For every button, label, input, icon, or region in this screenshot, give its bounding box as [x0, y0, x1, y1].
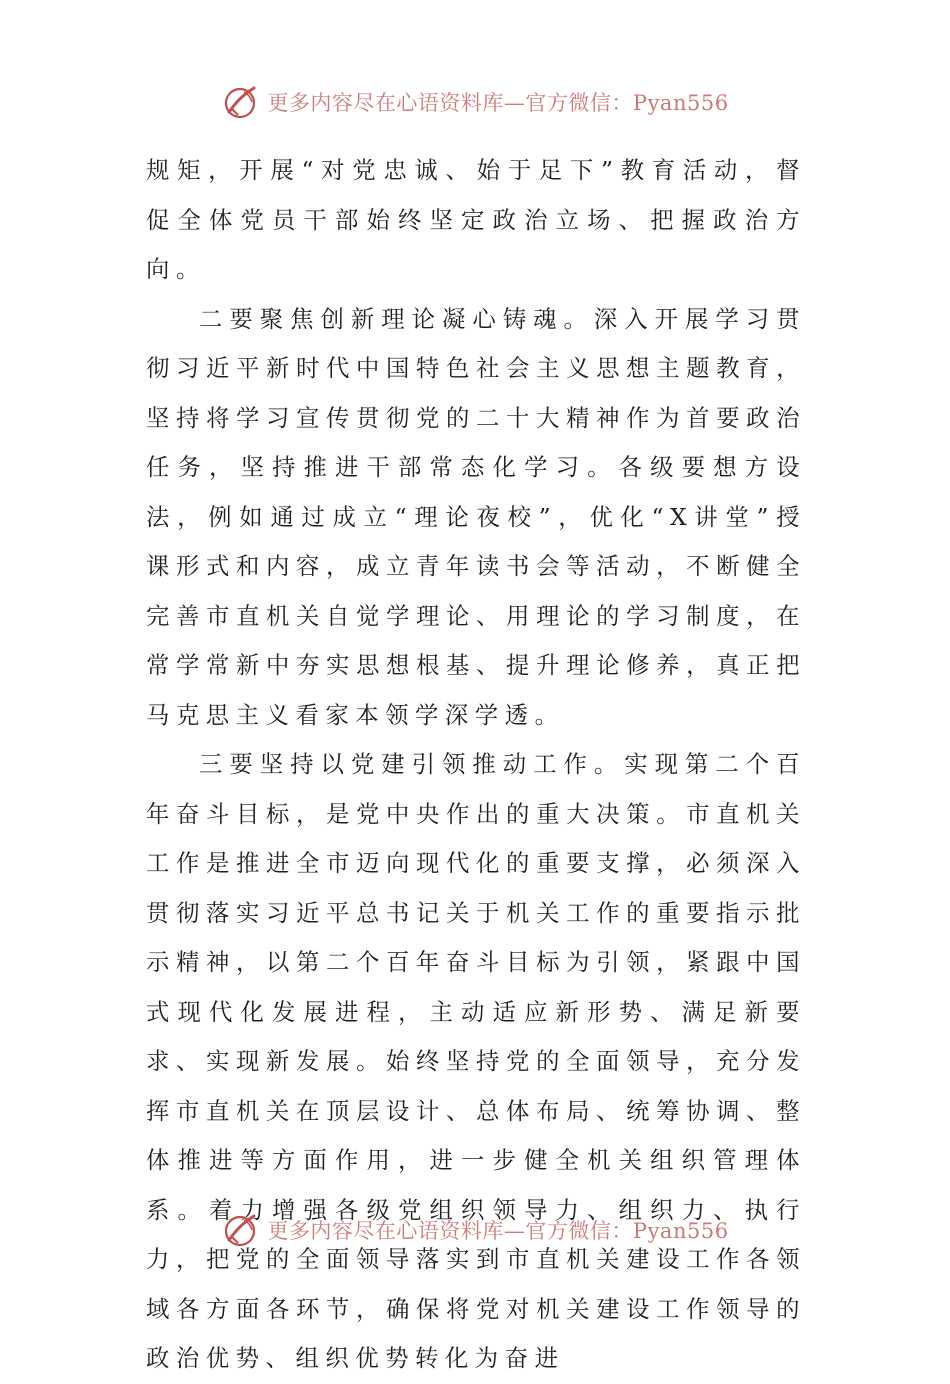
banner-text: 更多内容尽在心语资料库—官方微信：Pyan556 [267, 91, 729, 115]
paragraph-3: 三要坚持以党建引领推动工作。实现第二个百年奋斗目标，是党中央作出的重大决策。市直机关工作是推进全市迈向现代化的重要支撑，必须深入贯彻落实习近平总书记关于机关工作的重要指示批示精神，以第二个百年奋斗目标为引领，紧跟中国式现代化发展进程，主动适应新形势、满足新要求、实现新发展。始终坚持党的全面领导，充分发挥市直机关在顶层设计、总体布局、统筹协调、整体推进等方面作用，进一步健全机关组织管理体系。着力增强各级党组织领导力、组织力、执行力，把党的全面领导落实到市直机关建设工作各领域各方面各环节，确保将党对机关建设工作领导的政治优势、组织优势转化为奋进 [146, 750, 806, 1372]
document-body [146, 146, 806, 1384]
header-banner [0, 80, 950, 124]
paragraph-1: 规矩，开展“对党忠诚、始于足下”教育活动，督促全体党员干部始终坚定政治立场、把握政治方向。 [146, 156, 806, 283]
pen-logo-icon [221, 1210, 261, 1250]
pen-logo-icon [221, 82, 261, 122]
paragraph-2: 二要聚焦创新理论凝心铸魂。深入开展学习贯彻习近平新时代中国特色社会主义思想主题教育，坚持将学习宣传贯彻党的二十大精神作为首要政治任务，坚持推进干部常态化学习。各级要想方设法，例如通过成立“理论夜校”，优化“X讲堂”授课形式和内容，成立青年读书会等活动，不断健全完善市直机关自觉学理论、用理论的学习制度，在常学常新中夯实思想根基、提升理论修养，真正把马克思主义看家本领学深学透。 [146, 304, 806, 729]
banner-text: 更多内容尽在心语资料库—官方微信：Pyan556 [267, 1219, 729, 1243]
footer-banner [0, 1208, 950, 1252]
